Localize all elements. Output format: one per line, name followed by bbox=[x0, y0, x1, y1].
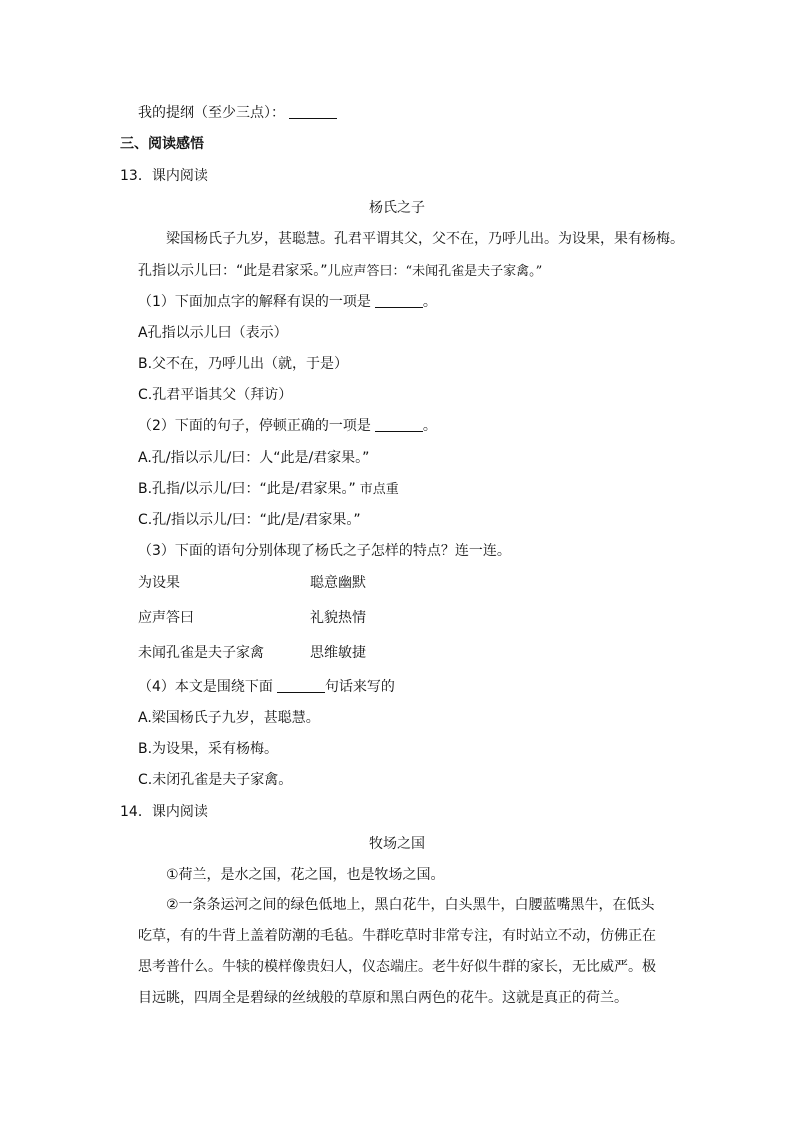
match-left-item[interactable]: 应声答曰 bbox=[138, 610, 194, 626]
q13-sub1-option-b: B.父不在，乃呼儿出（就，于是） bbox=[138, 356, 349, 372]
q13-sub4-option-a: A.梁国杨氏子九岁，甚聪慧。 bbox=[138, 710, 320, 726]
q14-paragraph-1: ①荷兰，是水之国，花之国，也是牧场之国。 bbox=[166, 867, 445, 883]
answer-blank[interactable] bbox=[375, 293, 423, 308]
q13-title: 杨氏之子 bbox=[369, 200, 425, 216]
q13-sub4-prompt-b: 句话来写的 bbox=[324, 679, 395, 695]
q13-sub1-prompt-a: （1）下面加点字的解释有误的一项是 bbox=[138, 294, 371, 310]
section-heading: 三、阅读感悟 bbox=[120, 136, 204, 152]
q13-passage-line2-b: 儿应声答曰：“未闻孔雀是夫子家禽。” bbox=[327, 264, 543, 279]
match-left-item[interactable]: 未闻孔雀是夫子家禽 bbox=[138, 645, 264, 661]
q13-sub2-prompt-a: （2）下面的句子，停顿正确的一项是 bbox=[138, 418, 371, 434]
outline-line bbox=[138, 103, 337, 123]
match-right-item[interactable]: 聪意幽默 bbox=[310, 575, 366, 591]
answer-blank[interactable] bbox=[289, 104, 337, 119]
outline-label: 我的提纲（至少三点）： bbox=[138, 105, 285, 121]
q13-passage-line2 bbox=[138, 261, 542, 282]
q13-sub2-prompt bbox=[138, 416, 437, 436]
q13-sub4-prompt bbox=[138, 677, 395, 697]
q13-sub1-option-a: A孔指以示儿曰（表示） bbox=[138, 325, 288, 341]
q13-passage-line1: 梁国杨氏子九岁，甚聪慧。孔君平谓其父，父不在，乃呼儿出。为设果，果有杨梅。 bbox=[166, 231, 684, 247]
q13-sub1-prompt bbox=[138, 292, 437, 312]
q14-title: 牧场之国 bbox=[369, 836, 425, 852]
q14-header: 14．课内阅读 bbox=[120, 804, 208, 820]
q13-sub2-option-c: C.孔/指以示儿/曰：“此/是/君家果。” bbox=[138, 512, 361, 528]
q13-sub2-option-b: B.孔指/以示儿/曰：“此是/君家果。” bbox=[138, 481, 356, 497]
q13-sub2-prompt-b: 。 bbox=[422, 418, 437, 434]
q13-passage-line2-a: 孔指以示儿曰：“此是君家采。” bbox=[138, 263, 328, 279]
q13-sub4-option-b: B.为设果，采有杨梅。 bbox=[138, 741, 279, 757]
q13-sub1-option-c: C.孔君平诣其父（拜访） bbox=[138, 387, 293, 403]
q13-sub2-note: 市点重 bbox=[359, 482, 399, 497]
q13-sub2-option-a: A.孔/指以示儿/曰：人“此是/君家果。” bbox=[138, 450, 370, 466]
match-right-item[interactable]: 思维敏捷 bbox=[310, 645, 366, 661]
answer-blank[interactable] bbox=[375, 417, 423, 432]
q13-sub3-prompt: （3）下面的语句分别体现了杨氏之子怎样的特点？连一连。 bbox=[138, 543, 511, 559]
answer-blank[interactable] bbox=[277, 678, 325, 693]
q13-sub1-prompt-b: 。 bbox=[422, 294, 437, 310]
q13-sub4-prompt-a: （4）本文是围绕下面 bbox=[138, 679, 273, 695]
q13-sub2-option-b-line bbox=[138, 479, 399, 500]
match-left-item[interactable]: 为设果 bbox=[138, 575, 180, 591]
q13-header: 13．课内阅读 bbox=[120, 168, 208, 184]
q14-paragraph-2: ②一条条运河之间的绿色低地上，黑白花牛，白头黑牛，白腰蓝嘴黑牛，在低头吃草，有的牛背上盖着防潮的毛毡。牛群吃草时非常专注，有时站立不动，仿佛正在思考普什么。牛犊的模样像贵妇人，仪态端庄。老牛好似牛群的家长，无比威严。极目远眺，四周全是碧绿的丝绒般的草原和黑白两色的花牛。这就是真正的荷兰。 bbox=[138, 897, 656, 1006]
q13-sub4-option-c: C.未闭孔雀是夫子家禽。 bbox=[138, 772, 293, 788]
match-right-item[interactable]: 礼貌热情 bbox=[310, 610, 366, 626]
